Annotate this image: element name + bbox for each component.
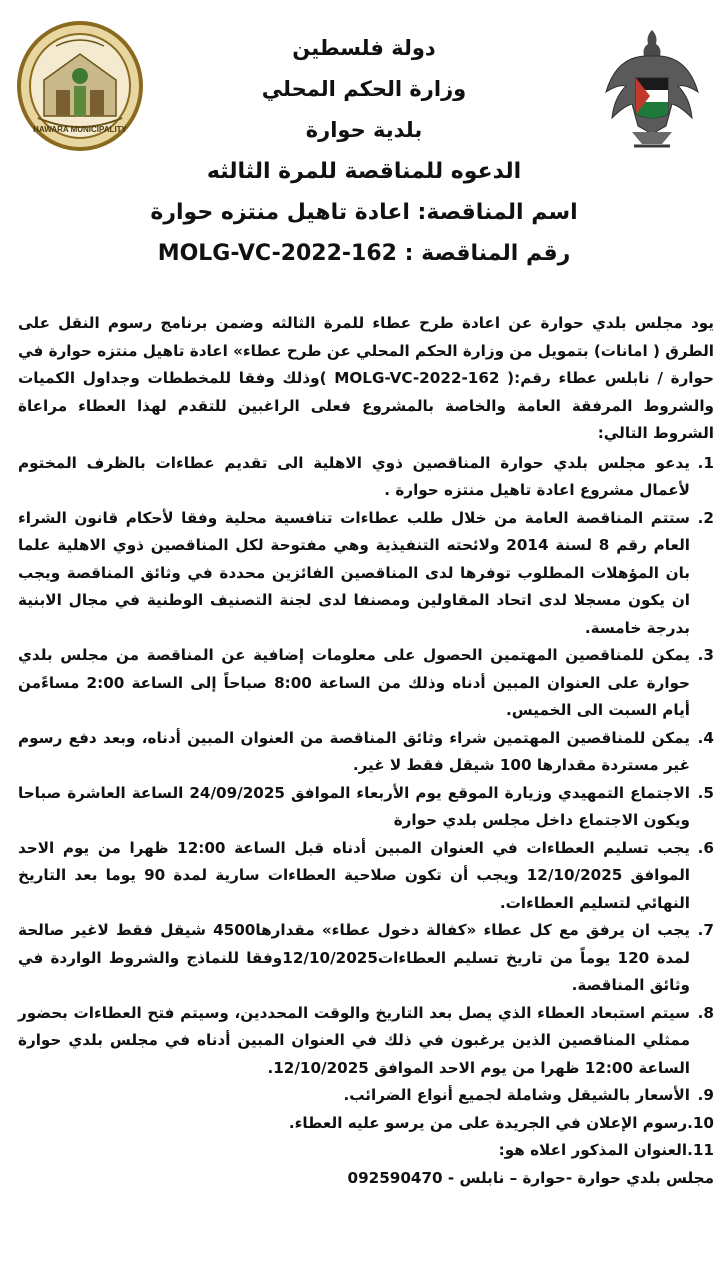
- tender-name: اسم المناقصة: اعادة تاهيل منتزه حوارة: [150, 200, 578, 225]
- tender-number-label: رقم المناقصة :: [404, 241, 571, 266]
- condition-text: يدعو مجلس بلدي حوارة المناقصين ذوي الاهلية الى تقديم عطاءات بالظرف المختوم لأعمال مشروع اعادة تاهيل منتزه حوارة .: [18, 453, 690, 499]
- condition-text: يجب تسليم العطاءات في العنوان المبين أدناه قبل الساعة 12:00 ظهرا من يوم الاحد الموافق 12/10/2025 ويجب أن تكون صلاحية العطاءات سارية لمدة 90 يوما بعد التاريخ النهائي لتسليم العطاءات.: [18, 838, 690, 912]
- tender-number: MOLG-VC-2022-162: [157, 241, 397, 266]
- condition-number: 1.: [697, 453, 714, 472]
- condition-item: [18, 642, 714, 725]
- condition-number: 4.: [697, 728, 714, 747]
- condition-number: 2.: [697, 508, 714, 527]
- condition-item: [18, 917, 714, 1000]
- condition-number: 3.: [697, 646, 714, 664]
- condition-text: يمكن للمناقصين المهتمين الحصول على معلومات إضافية عن المناقصة من مجلس بلدي حوارة على العنوان المبين أدناه وذلك من الساعة 8:00 صباحاً إلى الساعة 2:00 مساءًمن أيام السبت الى الخميس.: [18, 646, 691, 719]
- condition-number: 10.: [687, 1113, 714, 1132]
- condition-item: [18, 505, 714, 643]
- contact-address: مجلس بلدي حوارة -حوارة – نابلس - 092590470: [347, 1168, 714, 1187]
- country-title: دولة فلسطين: [292, 36, 436, 60]
- condition-item: [18, 1000, 714, 1083]
- condition-text: الأسعار بالشيقل وشاملة لجميع أنواع الضرائب.: [343, 1086, 690, 1104]
- condition-item: [18, 780, 714, 835]
- palestine-eagle-emblem-icon: [598, 22, 706, 152]
- condition-item: [18, 835, 714, 918]
- condition-item: [18, 1110, 714, 1138]
- municipality-title: بلدية حوارة: [305, 118, 423, 142]
- condition-number: 7.: [697, 921, 714, 939]
- condition-text: العنوان المذكور اعلاه هو:: [498, 1141, 688, 1159]
- condition-text: الاجتماع التمهيدي وزيارة الموقع يوم الأربعاء الموافق 24/09/2025 الساعة العاشرة صباحا ويكون الاجتماع داخل مجلس بلدي حوارة: [18, 783, 690, 829]
- condition-number: 6.: [697, 838, 714, 857]
- condition-item: [18, 1137, 714, 1165]
- announcement-header: [0, 0, 728, 300]
- tender-number-line: [90, 233, 638, 274]
- hawara-municipality-seal-icon: [16, 20, 144, 152]
- header-titles: [150, 28, 578, 274]
- condition-number: 11.: [687, 1141, 714, 1159]
- announcement-body: [18, 310, 714, 1192]
- condition-text: يجب ان يرفق مع كل عطاء «كفالة دخول عطاء» مقدارها4500 شيقل فقط لاغير صالحة لمدة 120 يوماً من تاريخ تسليم العطاءات12/10/2025وفقا للنماذج والشروط الواردة في وثائق المناقصة.: [18, 921, 691, 994]
- condition-item: [18, 725, 714, 780]
- condition-text: رسوم الإعلان في الجريدة على من يرسو عليه العطاء.: [288, 1113, 688, 1132]
- condition-number: 8.: [697, 1003, 714, 1022]
- intro-paragraph: يود مجلس بلدي حوارة عن اعادة طرح عطاء للمرة الثالثه وضمن برنامج رسوم النقل على الطرق ( امانات) بتمويل من وزارة الحكم المحلي عن طرح عطاء» اعادة تاهيل منتزه حوارة في حوارة / نابلس عطاء رقم:( MOLG-VC-2022-162 )وذلك وفقا للمخططات وجداول الكميات والشروط المرفقة العامة والخاصة بالمشروع فعلى الراغبين للتقدم لهذا العطاء مراعاة الشروط التالي:: [18, 314, 714, 442]
- condition-item: [18, 450, 714, 505]
- seal-caption: HAWARA MUNICIPALITY: [33, 125, 127, 134]
- condition-text: يمكن للمناقصين المهتمين شراء وثائق المناقصة من العنوان المبين أدناه، وبعد دفع رسوم غير مستردة مقدارها 100 شيقل فقط لا غير.: [18, 728, 690, 774]
- condition-text: ستتم المناقصة العامة من خلال طلب عطاءات تنافسية محلية وفقا لأحكام قانون الشراء العام رقم 8 لسنة 2014 ولائحته التنفيذية وهي مفتوحة لكل المناقصين ذوي الاهلية علما بان المؤهلات المطلوب توفرها لدى المناقصين الفائزين محددة في وثائق المناقصة ويجب ان يكون مسجلا لدى اتحاد المقاولين ومصنفا لدى لجنة التصنيف الوطنية في مجال الابنية بدرجة خامسة.: [18, 508, 690, 637]
- condition-number: 9.: [697, 1086, 714, 1104]
- condition-item: [18, 1082, 714, 1110]
- condition-text: سيتم استبعاد العطاء الذي يصل بعد التاريخ والوقت المحددين، وسيتم فتح العطاءات بحضور ممثلي المناقصين الذين يرغبون في ذلك في العنوان المبين أدناه في مجلس بلدي حوارة الساعة 12:00 ظهرا من يوم الاحد الموافق 12/10/2025.: [18, 1003, 690, 1077]
- ministry-title: وزارة الحكم المحلي: [261, 77, 467, 101]
- invitation-title: الدعوه للمناقصة للمرة الثالثه: [206, 159, 522, 184]
- condition-number: 5.: [697, 783, 714, 802]
